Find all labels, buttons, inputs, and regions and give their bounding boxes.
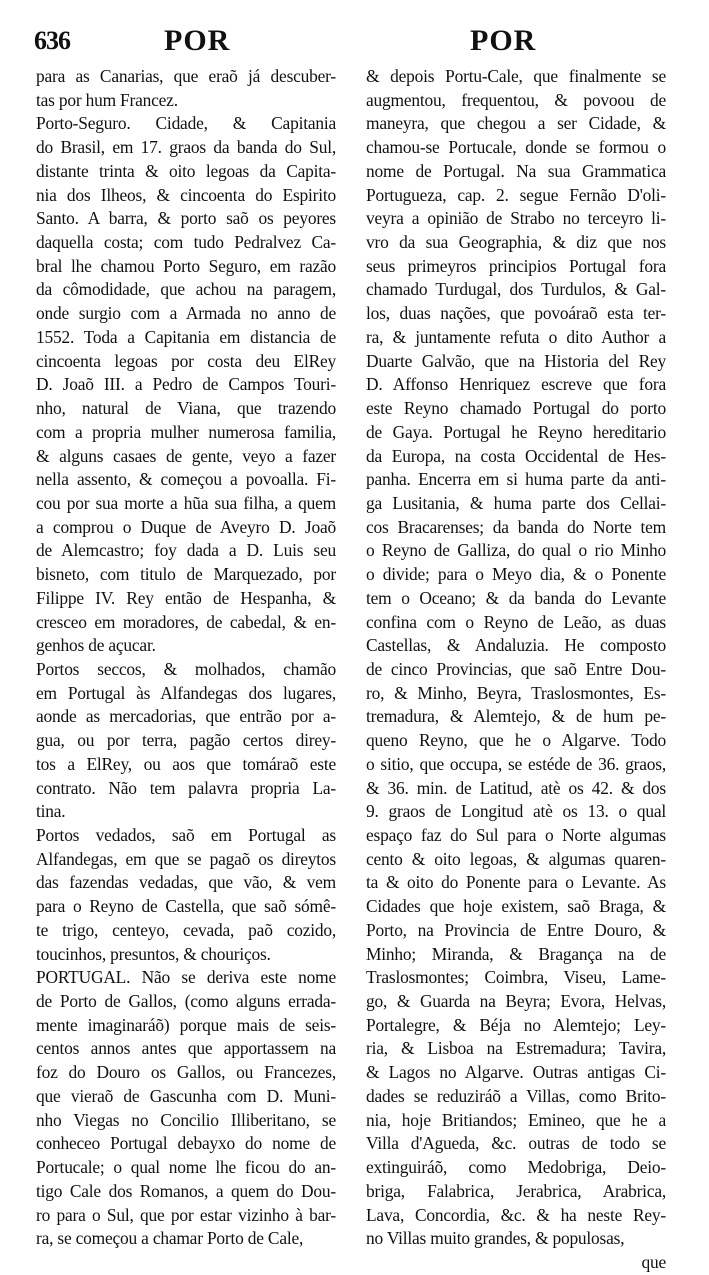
- text-line: Portugueza, cap. 2. segue Fernão D'oli-: [366, 184, 666, 205]
- text-line: 1552. Toda a Capitania em distancia de: [36, 326, 336, 347]
- text-line: espaço faz do Sul para o Norte algumas: [366, 825, 666, 845]
- text-line: o sitio, que occupa, se estéde de 36. graos,: [366, 753, 666, 774]
- right-text-column: [366, 65, 666, 1275]
- text-line: Santo. A barra, & porto saõ os peyores: [36, 208, 336, 229]
- text-line: a comprou o Duque de Aveyro D. Joaõ: [36, 516, 336, 537]
- text-line: em Portugal às Alfandegas dos lugares,: [36, 682, 336, 703]
- text-line: & Lagos no Algarve. Outras antigas Ci-: [366, 1062, 666, 1083]
- text-line: aonde as mercadorias, que entrão por a-: [36, 706, 336, 727]
- text-line: com a propria mulher numerosa familia,: [36, 421, 336, 442]
- text-line: vro da sua Geographia, & diz que nos: [366, 232, 666, 253]
- text-line: de Gaya. Portugal he Reyno hereditario: [366, 421, 666, 442]
- text-line: Castellas, & Andaluzia. He composto: [366, 635, 666, 656]
- text-line: ga Lusitania, & huma parte dos Cellai-: [366, 492, 666, 513]
- text-line: contrato. Não tem palavra propria La-: [36, 777, 336, 798]
- text-line: nia dos Ilheos, & cincoenta do Espirito: [36, 184, 336, 205]
- text-line: chamou-se Portucale, donde se formou o: [366, 137, 666, 158]
- text-line: Porto, na Provincia de Entre Douro, &: [366, 919, 666, 940]
- text-line: tigo Cale dos Romanos, a quem do Dou-: [36, 1180, 336, 1201]
- text-line: Filippe IV. Rey então de Hespanha, &: [36, 587, 336, 608]
- text-line: cincoenta legoas por costa deu ElRey: [36, 350, 336, 371]
- text-line: panha. Encerra em si huma parte da anti-: [366, 469, 666, 490]
- text-line: centos annos antes que apportassem na: [36, 1038, 336, 1059]
- text-line: Villa d'Agueda, &c. outras de todo se: [366, 1133, 666, 1154]
- text-line: & depois Portu-Cale, que finalmente se: [366, 66, 666, 86]
- text-line: queno Reyno, que he o Algarve. Todo: [366, 730, 666, 751]
- text-line: cresceo em moradores, de cabedal, & en-: [36, 611, 336, 632]
- text-line: Portos vedados, saõ em Portugal as: [36, 825, 336, 845]
- text-line: los, duas nações, que povoáraõ esta ter-: [366, 303, 666, 324]
- text-line: 9. graos de Longitud atè os 13. o qual: [366, 801, 666, 822]
- text-line: no Villas muito grandes, & populosas,: [366, 1228, 625, 1249]
- text-line: te trigo, centeyo, cevada, paõ cozido,: [36, 919, 336, 940]
- text-line: que vieraõ de Gascunha com D. Muni-: [36, 1085, 336, 1106]
- text-line: genhos de açucar.: [36, 635, 156, 656]
- text-line: confina com o Reyno de Leão, as duas: [366, 611, 666, 632]
- text-line: ra, & juntamente refuta o dito Author a: [366, 326, 666, 347]
- text-line: bral lhe chamou Porto Seguro, em razão: [36, 255, 336, 276]
- text-line: o Reyno de Galliza, do qual o rio Minho: [366, 540, 666, 561]
- text-line: extinguiráõ, como Medobriga, Deio-: [366, 1157, 666, 1178]
- text-line: cou por sua morte a hũa sua filha, a quem: [36, 492, 336, 513]
- text-line: nome de Portugal. Na sua Grammatica: [366, 160, 666, 181]
- text-line: da Europa, na costa Occidental de Hes-: [366, 445, 666, 466]
- text-line: cento & oito legoas, & algumas quaren-: [366, 848, 666, 869]
- text-line: seus primeyros principios Portugal fora: [366, 255, 666, 276]
- text-line: toucinhos, presuntos, & chouriços.: [36, 943, 271, 964]
- text-line: bisneto, com titulo de Marquezado, por: [36, 564, 336, 585]
- text-line: conheceo Portugal debayxo do nome de: [36, 1133, 336, 1154]
- running-head-left: POR: [164, 24, 231, 57]
- text-line: nho, natural de Viana, que trazendo: [36, 398, 336, 419]
- text-line: que: [641, 1251, 666, 1272]
- text-line: este Reyno chamado Portugal do porto: [366, 398, 666, 419]
- text-line: para as Canarias, que eraõ já descuber-: [36, 66, 336, 86]
- text-line: Minho; Miranda, & Bragança na de: [366, 943, 666, 964]
- text-line: maneyra, que chegou a ser Cidade, &: [366, 113, 666, 134]
- text-line: tas por hum Francez.: [36, 89, 178, 110]
- text-line: de cinco Provincias, que saõ Entre Dou-: [366, 658, 666, 679]
- text-line: D. Affonso Henriquez escreve que fora: [366, 374, 666, 395]
- text-line: cos Bracarenses; da banda do Norte tem: [366, 516, 666, 537]
- text-line: nia, hoje Britiandos; Emineo, que he a: [366, 1109, 666, 1130]
- text-line: tremadura, & Alemtejo, & de hum pe-: [366, 706, 666, 727]
- text-line: Portucale; o qual nome lhe ficou do an-: [36, 1157, 336, 1178]
- text-line: Lava, Concordia, &c. & ha neste Rey-: [366, 1204, 666, 1225]
- text-line: de Porto de Gallos, (como alguns errada-: [36, 991, 336, 1012]
- text-line: tem o Oceano; & da banda do Levante: [366, 587, 666, 608]
- text-line: veyra a opinião de Strabo no terceyro li-: [366, 208, 666, 229]
- text-line: dades se reduziráõ a Villas, como Brito-: [366, 1085, 666, 1106]
- text-line: gua, ou por terra, pagão certos direy-: [36, 730, 336, 751]
- text-line: D. Joaõ III. a Pedro de Campos Touri-: [36, 374, 336, 395]
- text-line: onde surgio com a Armada no anno de: [36, 303, 336, 324]
- left-text-column: [36, 65, 336, 1251]
- text-line: daquella costa; com tudo Pedralvez Ca-: [36, 232, 336, 253]
- text-line: PORTUGAL. Não se deriva este nome: [36, 967, 336, 988]
- text-line: Traslosmontes; Coimbra, Viseu, Lame-: [366, 967, 666, 988]
- text-line: go, & Guarda na Beyra; Evora, Helvas,: [366, 991, 666, 1012]
- text-line: chamado Turdugal, dos Turdulos, & Gal-: [366, 279, 666, 300]
- text-line: mente imaginaráõ) porque mais de seis-: [36, 1014, 336, 1035]
- text-line: do Brasil, em 17. graos da banda do Sul,: [36, 137, 336, 158]
- text-line: nho Viegas no Concilio Illiberitano, se: [36, 1109, 336, 1130]
- text-line: briga, Falabrica, Jerabrica, Arabrica,: [366, 1180, 666, 1201]
- text-line: distante trinta & oito legoas da Capita-: [36, 160, 336, 181]
- text-line: ra, se começou a chamar Porto de Cale,: [36, 1228, 304, 1249]
- text-line: augmentou, frequentou, & povoou de: [366, 89, 666, 110]
- text-line: foz do Douro os Gallos, ou Francezes,: [36, 1062, 336, 1083]
- text-line: ria, & Lisboa na Estremadura; Tavira,: [366, 1038, 666, 1059]
- text-line: tina.: [36, 801, 66, 822]
- text-line: para o Reyno de Castella, que saõ sómê-: [36, 896, 336, 917]
- text-line: ro para o Sul, que por estar vizinho à bar-: [36, 1204, 336, 1225]
- text-line: o divide; para o Meyo dia, & o Ponente: [366, 564, 666, 585]
- text-line: Portos seccos, & molhados, chamão: [36, 658, 336, 679]
- text-line: tos a ElRey, ou aos que tomáraõ este: [36, 753, 336, 774]
- text-line: Alfandegas, em que se pagaõ os direytos: [36, 848, 336, 869]
- text-line: de Alemcastro; foy dada a D. Luis seu: [36, 540, 336, 561]
- text-line: & alguns casaes de gente, veyo a fazer: [36, 445, 336, 466]
- text-line: Portalegre, & Béja no Alemtejo; Ley-: [366, 1014, 666, 1035]
- running-head-right: POR: [470, 24, 537, 57]
- text-line: ro, & Minho, Beyra, Traslosmontes, Es-: [366, 682, 666, 703]
- text-line: ta & oito do Ponente para o Levante. As: [366, 872, 666, 893]
- text-line: das fazendas vedadas, que vão, & vem: [36, 872, 336, 893]
- text-line: da cômodidade, que achou na paragem,: [36, 279, 336, 300]
- text-line: Cidades que hoje existem, saõ Braga, &: [366, 896, 666, 917]
- text-line: Duarte Galvão, que na Historia del Rey: [366, 350, 666, 371]
- page-number: 636: [34, 26, 70, 55]
- text-line: & 36. min. de Latitud, atè os 42. & dos: [366, 777, 666, 798]
- text-line: nella assento, & começou a povoalla. Fi-: [36, 469, 336, 490]
- text-line: Porto-Seguro. Cidade, & Capitania: [36, 113, 336, 134]
